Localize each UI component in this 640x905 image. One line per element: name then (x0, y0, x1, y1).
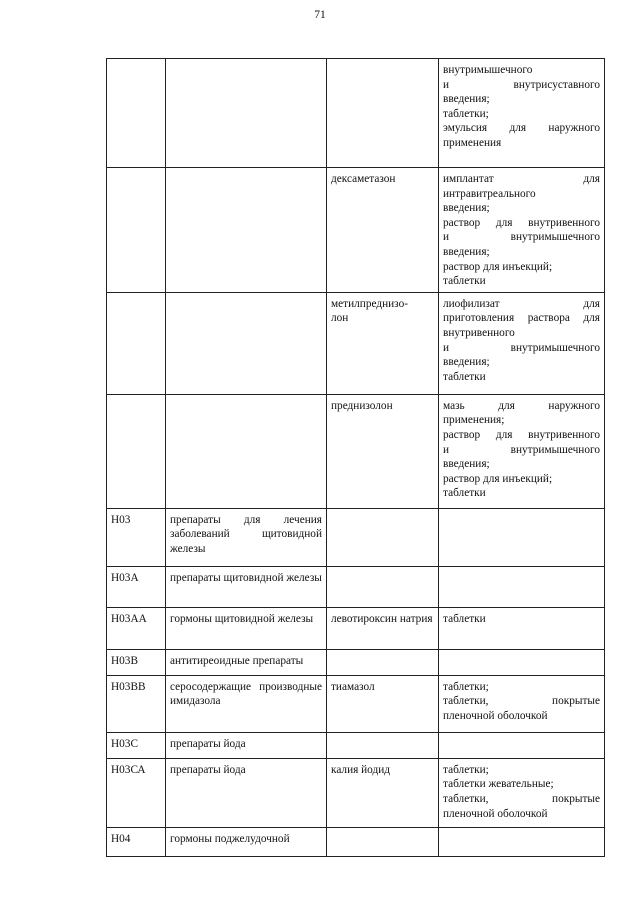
page-number: 71 (314, 9, 326, 21)
dosage-form-line: таблетки; (443, 680, 489, 693)
dosage-form-line: введения; (443, 202, 490, 215)
atc-code-cell: Н03С (107, 732, 166, 758)
group-name-cell: препараты йода (166, 758, 327, 827)
dosage-form-line: таблетки (443, 275, 486, 288)
dosage-form-line: введения; (443, 245, 490, 258)
dosage-form-cell (439, 168, 605, 293)
dosage-form-cell (439, 508, 605, 566)
dosage-form-line: таблетки (443, 370, 486, 383)
drug-name-cell (327, 649, 439, 675)
table-row (107, 827, 605, 856)
atc-code-cell: Н03СА (107, 758, 166, 827)
group-name-cell (166, 394, 327, 508)
table-row (107, 292, 605, 394)
group-name-cell (166, 168, 327, 293)
table-row (107, 649, 605, 675)
group-name-cell: гормоны поджелудочной (166, 827, 327, 856)
dosage-form-cell (439, 566, 605, 607)
dosage-form-line: и внутримышечного (443, 341, 600, 354)
drug-name-cell: преднизолон (327, 394, 439, 508)
dosage-form-line: лиофилизат для (443, 297, 600, 310)
drug-name-cell: левотироксин натрия (327, 607, 439, 649)
dosage-form-cell (439, 758, 605, 827)
table-row (107, 394, 605, 508)
drug-table (106, 58, 605, 857)
dosage-form-line: таблетки (443, 612, 486, 625)
dosage-form-line: и внутримышечного (443, 231, 600, 244)
drug-name-cell: метилпреднизо- лон (327, 292, 439, 394)
table-row (107, 607, 605, 649)
drug-name-cell (327, 508, 439, 566)
dosage-form-cell (439, 292, 605, 394)
dosage-form-line: таблетки (443, 487, 486, 500)
dosage-form-line: интравитреального (443, 187, 536, 200)
group-name-cell: серосодержащие производные имидазола (166, 675, 327, 732)
dosage-form-line: раствор для инъекций; (443, 260, 553, 273)
group-name-cell (166, 59, 327, 168)
dosage-form-cell (439, 649, 605, 675)
drug-name-cell: калия йодид (327, 758, 439, 827)
dosage-form-line: введения; (443, 458, 490, 471)
dosage-form-line: пленочной оболочкой (443, 709, 548, 722)
dosage-form-line: имплантат для (443, 173, 600, 185)
dosage-form-cell (439, 827, 605, 856)
dosage-form-cell (439, 732, 605, 758)
table-row (107, 732, 605, 758)
dosage-form-line: применения; (443, 414, 505, 427)
dosage-form-cell (439, 59, 605, 168)
group-name-cell (166, 292, 327, 394)
atc-code-cell: Н03ВВ (107, 675, 166, 732)
dosage-form-cell (439, 675, 605, 732)
dosage-form-cell (439, 607, 605, 649)
drug-name-cell: дексаметазон (327, 168, 439, 293)
group-name-cell: антитиреоидные препараты (166, 649, 327, 675)
dosage-form-line: эмульсия для наружного (443, 122, 600, 135)
table-body (107, 59, 605, 857)
atc-code-cell (107, 168, 166, 293)
atc-code-cell: Н03В (107, 649, 166, 675)
table-row (107, 758, 605, 827)
dosage-form-line: таблетки; (443, 107, 489, 120)
drug-name-cell (327, 827, 439, 856)
dosage-form-line: введения; (443, 356, 490, 369)
atc-code-cell: Н04 (107, 827, 166, 856)
group-name-cell: препараты щитовидной железы (166, 566, 327, 607)
dosage-form-line: таблетки, покрытые (443, 695, 600, 708)
group-name-cell: препараты для лечения заболеваний щитовидной железы (166, 508, 327, 566)
drug-name-cell (327, 59, 439, 168)
dosage-form-line: внутривенного (443, 326, 515, 339)
dosage-form-line: таблетки жевательные; (443, 778, 554, 791)
dosage-form-cell (439, 394, 605, 508)
atc-code-cell: Н03АА (107, 607, 166, 649)
dosage-form-line: внутримышечного (443, 64, 533, 76)
group-name-cell: препараты йода (166, 732, 327, 758)
dosage-form-line: и внутрисуставного (443, 78, 600, 91)
atc-code-cell: Н03А (107, 566, 166, 607)
group-name-cell: гормоны щитовидной железы (166, 607, 327, 649)
dosage-form-line: применения (443, 136, 502, 149)
atc-code-cell (107, 292, 166, 394)
atc-code-cell (107, 59, 166, 168)
drug-name-cell (327, 732, 439, 758)
table-row (107, 508, 605, 566)
dosage-form-line: раствор для внутривенного (443, 428, 600, 441)
atc-code-cell (107, 394, 166, 508)
atc-code-cell: Н03 (107, 508, 166, 566)
dosage-form-line: раствор для инъекций; (443, 472, 553, 485)
drug-name-cell (327, 566, 439, 607)
table-row (107, 675, 605, 732)
dosage-form-line: таблетки; (443, 763, 489, 776)
dosage-form-line: мазь для наружного (443, 399, 600, 412)
table-row (107, 566, 605, 607)
dosage-form-line: и внутримышечного (443, 443, 600, 456)
table-row (107, 168, 605, 293)
dosage-form-line: пленочной оболочкой (443, 807, 548, 820)
dosage-form-line: приготовления раствора для (443, 312, 600, 325)
dosage-form-line: введения; (443, 93, 490, 106)
dosage-form-line: таблетки, покрытые (443, 792, 600, 805)
table-row (107, 59, 605, 168)
drug-name-cell: тиамазол (327, 675, 439, 732)
dosage-form-line: раствор для внутривенного (443, 216, 600, 229)
